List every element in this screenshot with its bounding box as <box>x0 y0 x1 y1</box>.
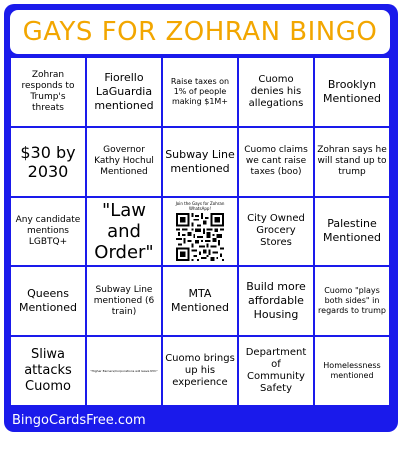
bingo-cell-11: Any candidate mentions LGBTQ+ <box>10 197 86 267</box>
bingo-cell-18: MTA Mentioned <box>162 266 238 336</box>
bingo-cell-12: "Law and Order" <box>86 197 162 267</box>
bingo-cell-9: Cuomo claims we cant raise taxes (boo) <box>238 127 314 197</box>
bingo-cell-8: Subway Line mentioned <box>162 127 238 197</box>
footer-credit: BingoCardsFree.com <box>12 413 146 428</box>
card-title: GAYS FOR ZOHRAN BINGO <box>10 10 390 54</box>
bingo-cell-6: $30 by 2030 <box>10 127 86 197</box>
bingo-cell-21: Sliwa attacks Cuomo <box>10 336 86 406</box>
bingo-cell-22: "Higher Earners/Corporations will leave NYC" <box>86 336 162 406</box>
bingo-cell-16: Queens Mentioned <box>10 266 86 336</box>
bingo-card <box>4 4 398 432</box>
bingo-cell-15: Palestine Mentioned <box>314 197 390 267</box>
bingo-cell-24: Department of Community Safety <box>238 336 314 406</box>
bingo-cell-2: Fiorello LaGuardia mentioned <box>86 57 162 127</box>
bingo-cell-25: Homelessness mentioned <box>314 336 390 406</box>
free-space-qr-cell <box>162 197 238 267</box>
bingo-cell-14: City Owned Grocery Stores <box>238 197 314 267</box>
bingo-cell-19: Build more affordable Housing <box>238 266 314 336</box>
bingo-cell-4: Cuomo denies his allegations <box>238 57 314 127</box>
bingo-cell-1: Zohran responds to Trump's threats <box>10 57 86 127</box>
bingo-cell-7: Governor Kathy Hochul Mentioned <box>86 127 162 197</box>
bingo-grid <box>10 57 390 406</box>
bingo-cell-3: Raise taxes on 1% of people making $1M+ <box>162 57 238 127</box>
bingo-cell-23: Cuomo brings up his experience <box>162 336 238 406</box>
bingo-cell-20: Cuomo "plays both sides" in regards to trump <box>314 266 390 336</box>
bingo-cell-17: Subway Line mentioned (6 train) <box>86 266 162 336</box>
bingo-cell-5: Brooklyn Mentioned <box>314 57 390 127</box>
bingo-cell-10: Zohran says he will stand up to trump <box>314 127 390 197</box>
qr-caption: Join the Gays for Zohran WhatsApp! <box>175 201 225 212</box>
qr-code-icon[interactable] <box>176 213 224 261</box>
